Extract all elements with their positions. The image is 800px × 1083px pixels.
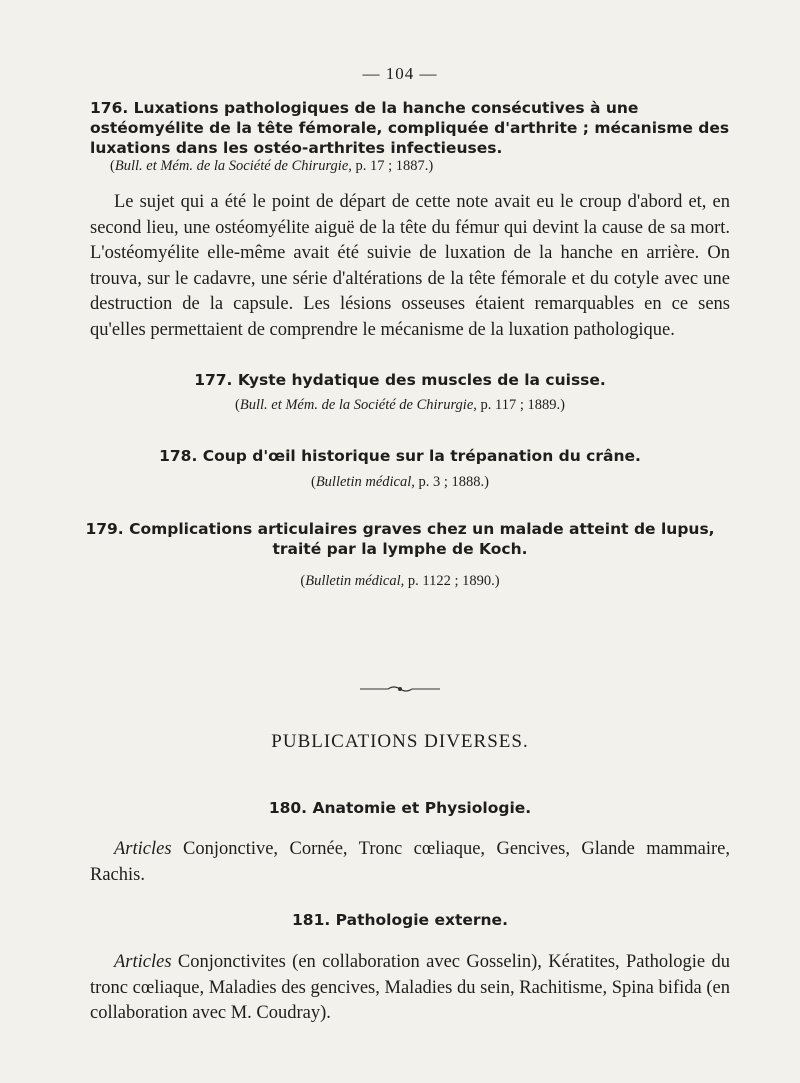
reference-source: Bull. et Mém. de la Société de Chirurgie, [239,397,477,413]
entry-number: 178. [159,447,198,465]
articles-lead: Articles [114,839,172,859]
entry-176-body [90,190,730,343]
entry-title-text: Kyste hydatique des muscles de la cuisse. [237,371,606,389]
entry-178-title [80,446,720,466]
entry-180-body [90,837,730,888]
articles-list: Conjonctivites (en collaboration avec Gosselin), Kératites, Pathologie du tronc cœliaque, Maladies des gencives, Maladies du sein, Rachitisme, Spina bifida (en collaboration avec M. Coudray). [90,952,730,1023]
entry-180-title [80,798,720,818]
articles-lead: Articles [114,952,172,972]
ornament-divider-icon [360,684,440,694]
entry-177-reference: (Bull. et Mém. de la Société de Chirurgie, p. 117 ; 1889.) [235,397,565,413]
entry-176-title [90,98,730,158]
body-paragraph: Le sujet qui a été le point de départ de cette note avait eu le croup d'abord et, en second lieu, une ostéomyélite aiguë de la tête du fémur qui devint la cause de sa mort. L'ostéomyélite elle-même avait été suivie de luxation de la hanche en arrière. On trouva, sur le cadavre, une série d'altérations de la tête fémorale et du cotyle avec une destruction de la capsule. Les lésions osseuses étaient remarquables en ce sens qu'elles permettaient de comprendre le mécanisme de la luxation pathologique. [90,192,730,340]
entry-title-text: Complications articulaires graves chez un malade atteint de lupus, traité par la lymphe de Koch. [129,520,715,558]
entry-177-title [80,370,720,390]
page-number: — 104 — [362,64,438,83]
entry-176-reference: (Bull. et Mém. de la Société de Chirurgie, p. 17 ; 1887.) [110,158,434,174]
entry-178-reference: (Bulletin médical, p. 3 ; 1888.) [310,474,490,490]
entry-181-body [90,950,730,1027]
section-title: PUBLICATIONS DIVERSES. [271,731,529,752]
entry-number: 177. [194,371,233,389]
entry-title-text: Luxations pathologiques de la hanche consécutives à une ostéomyélite de la tête fémorale, compliquée d'arthrite ; mécanisme des luxations dans les ostéo-arthrites infectieuses. [90,99,730,157]
entry-179-title [75,519,725,559]
entry-title-text: Coup d'œil historique sur la trépanation du crâne. [202,447,641,465]
entry-title-text: Anatomie et Physiologie. [312,799,532,817]
entry-181-title [80,910,720,930]
articles-list: Conjonctive, Cornée, Tronc cœliaque, Gencives, Glande mammaire, Rachis. [90,839,730,885]
entry-number: 180. [268,799,308,817]
entry-title-text: Pathologie externe. [335,911,508,929]
entry-number: 179. [85,520,124,538]
reference-detail: p. 17 ; 1887. [355,158,429,174]
reference-detail: p. 3 ; 1888. [418,474,485,490]
reference-source: Bulletin médical, [315,474,415,490]
entry-179-reference: (Bulletin médical, p. 1122 ; 1890.) [300,573,500,589]
reference-detail: p. 117 ; 1889. [480,397,561,413]
entry-number: 181. [292,911,331,929]
entry-number: 176. [90,99,129,117]
reference-detail: p. 1122 ; 1890. [407,573,495,589]
reference-source: Bull. et Mém. de la Société de Chirurgie, [114,158,352,174]
reference-source: Bulletin médical, [305,573,405,589]
